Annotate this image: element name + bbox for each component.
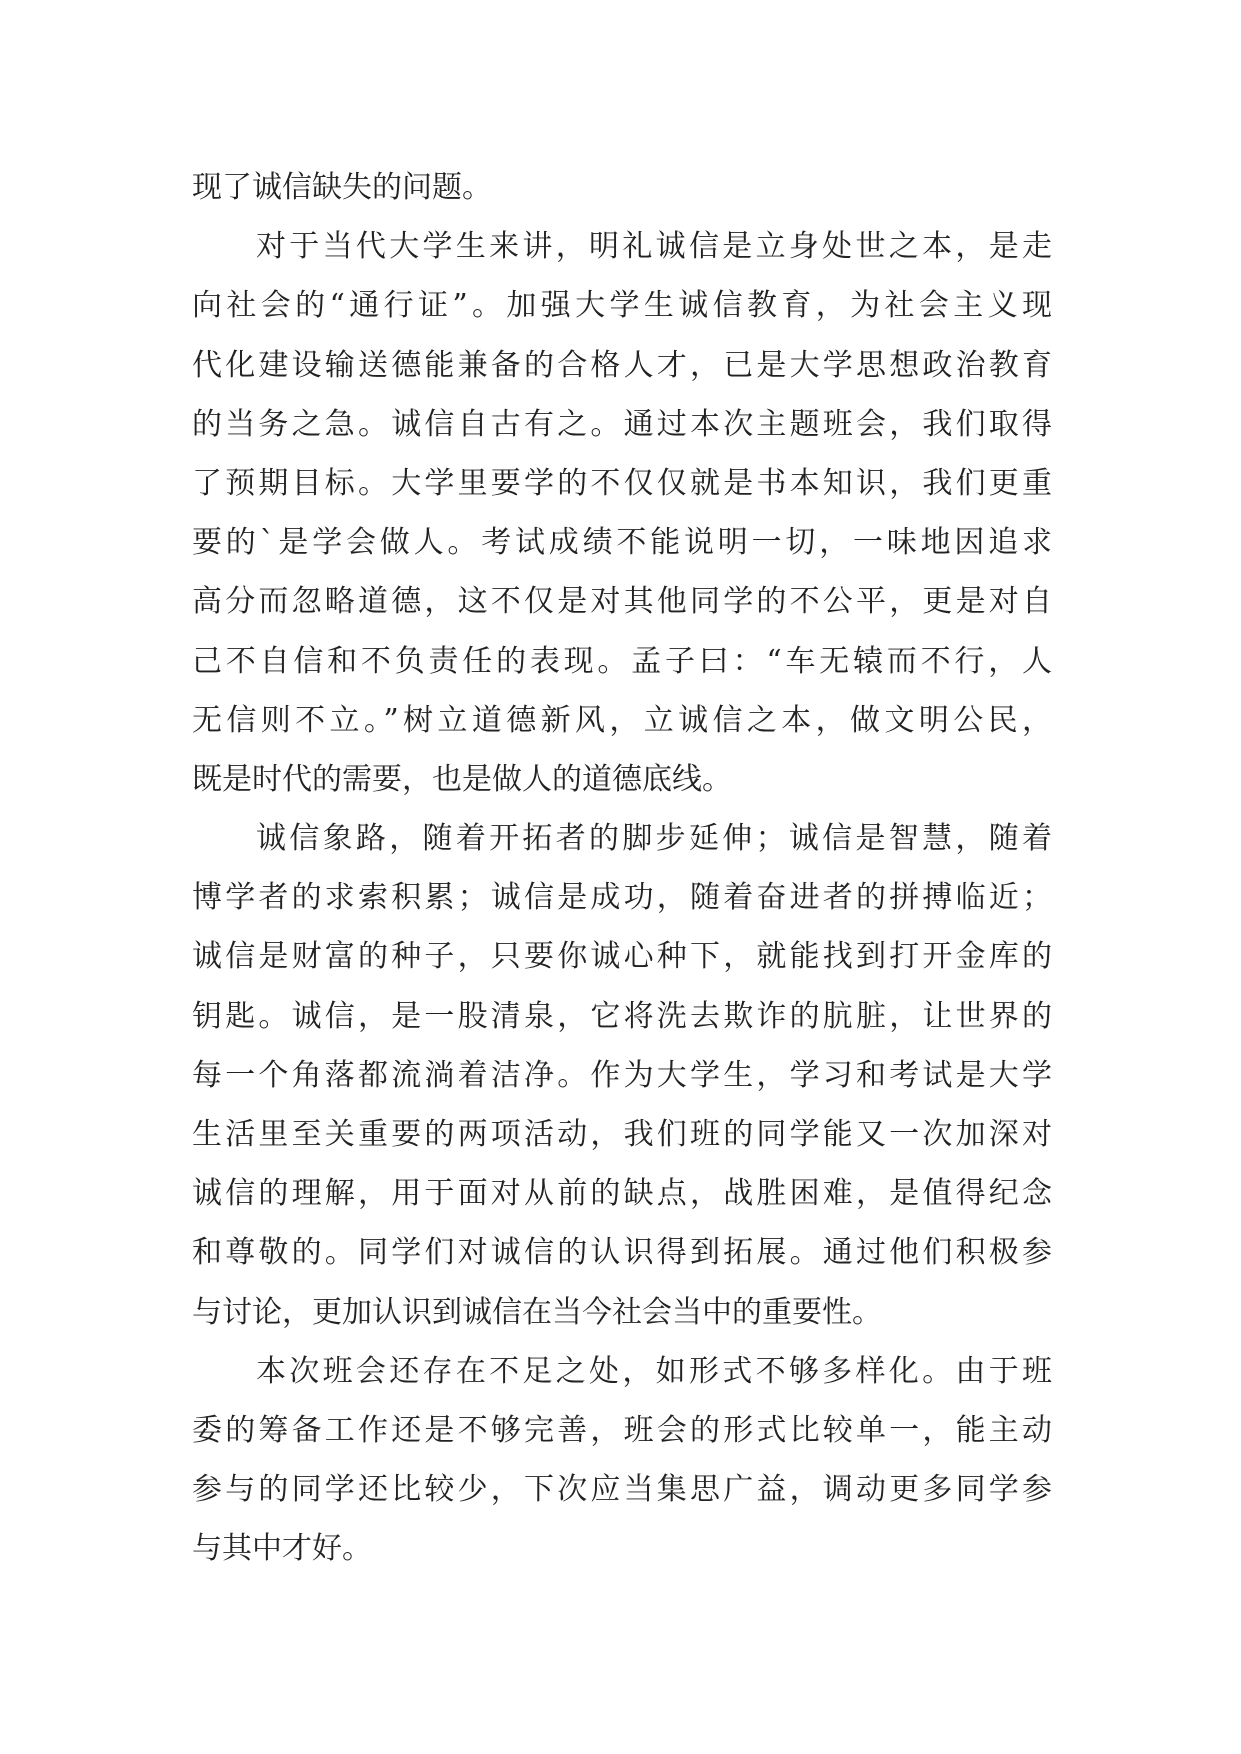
paragraph-4-line-4: 与其中才好。 <box>192 1531 372 1567</box>
paragraph-3-line-1: 诚信象路，随着开拓者的脚步延伸；诚信是智慧，随着 <box>256 821 1052 857</box>
paragraph-2-line-8: 己不自信和不负责任的表现。孟子曰：“车无辕而不行，人 <box>192 643 1052 679</box>
paragraph-3-line-9: 与讨论，更加认识到诚信在当今社会当中的重要性。 <box>192 1294 882 1330</box>
paragraph-2-line-3: 代化建设输送德能兼备的合格人才，已是大学思想政治教育 <box>192 347 1052 383</box>
paragraph-2-line-5: 了预期目标。大学里要学的不仅仅就是书本知识，我们更重 <box>192 465 1052 501</box>
paragraph-4-line-2: 委的筹备工作还是不够完善，班会的形式比较单一，能主动 <box>192 1412 1052 1448</box>
paragraph-2-line-9: 无信则不立。”树立道德新风，立诚信之本，做文明公民， <box>192 702 1052 738</box>
paragraph-3-line-8: 和尊敬的。同学们对诚信的认识得到拓展。通过他们积极参 <box>192 1235 1052 1271</box>
paragraph-3-line-7: 诚信的理解，用于面对从前的缺点，战胜困难，是值得纪念 <box>192 1176 1052 1212</box>
paragraph-2-line-7: 高分而忽略道德，这不仅是对其他同学的不公平，更是对自 <box>192 584 1052 620</box>
paragraph-2-line-10: 既是时代的需要，也是做人的道德底线。 <box>192 761 732 797</box>
paragraph-3-line-3: 诚信是财富的种子，只要你诚心种下，就能找到打开金库的 <box>192 939 1052 975</box>
paragraph-4-line-3: 参与的同学还比较少，下次应当集思广益，调动更多同学参 <box>192 1472 1052 1508</box>
paragraph-2-line-2: 向社会的“通行证”。加强大学生诚信教育，为社会主义现 <box>192 288 1052 324</box>
paragraph-3-line-5: 每一个角落都流淌着洁净。作为大学生，学习和考试是大学 <box>192 1057 1052 1093</box>
document-body <box>192 158 1052 1579</box>
paragraph-3-line-2: 博学者的求索积累；诚信是成功，随着奋进者的拼搏临近； <box>192 880 1052 916</box>
paragraph-3-line-6: 生活里至关重要的两项活动，我们班的同学能又一次加深对 <box>192 1117 1052 1152</box>
paragraph-1-line-1: 现了诚信缺失的问题。 <box>192 170 492 205</box>
paragraph-2-line-6: 要的`是学会做人。考试成绩不能说明一切，一味地因追求 <box>192 525 1052 561</box>
paragraph-4-line-1: 本次班会还存在不足之处，如形式不够多样化。由于班 <box>256 1353 1052 1389</box>
paragraph-2-line-1: 对于当代大学生来讲，明礼诚信是立身处世之本，是走 <box>256 229 1052 265</box>
paragraph-2-line-4: 的当务之急。诚信自古有之。通过本次主题班会，我们取得 <box>192 406 1052 442</box>
paragraph-3-line-4: 钥匙。诚信，是一股清泉，它将洗去欺诈的肮脏，让世界的 <box>192 998 1052 1034</box>
